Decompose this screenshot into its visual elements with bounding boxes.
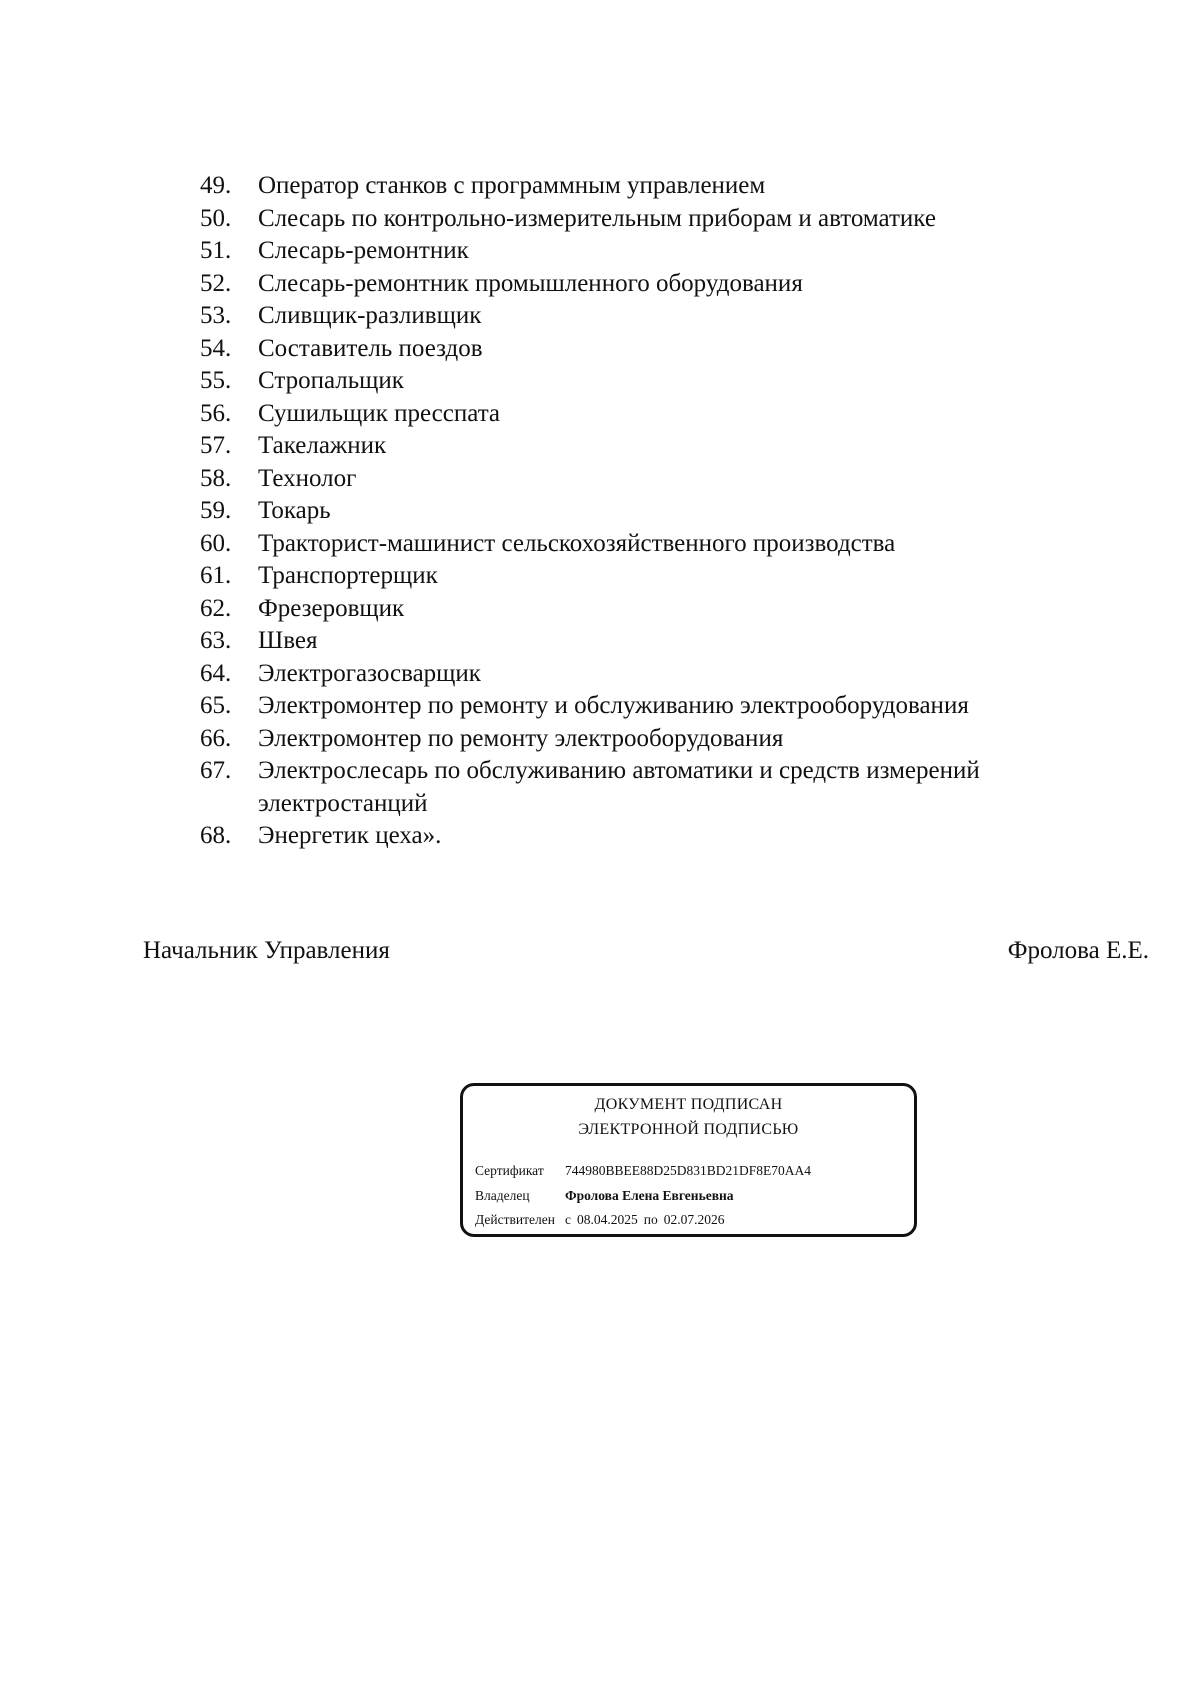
- list-item-text: Слесарь по контрольно-измерительным приборам и автоматике: [258, 204, 936, 232]
- list-item: [200, 593, 1100, 626]
- stamp-title-line1: ДОКУМЕНТ ПОДПИСАН: [594, 1096, 783, 1113]
- list-item-number: 62.: [200, 594, 232, 622]
- list-item-text: Слесарь-ремонтник промышленного оборудования: [258, 269, 803, 297]
- list-item: [200, 495, 1100, 528]
- list-item: [200, 755, 1100, 820]
- list-item: [200, 333, 1100, 366]
- list-item-text: Фрезеровщик: [258, 594, 405, 622]
- list-item-text: Сушильщик пресспата: [258, 399, 501, 427]
- list-item-number: 65.: [200, 692, 232, 719]
- stamp-owner-row: [475, 1188, 734, 1204]
- list-item-number: 55.: [200, 367, 232, 394]
- signatory-name: Фролова Е.Е.: [1007, 937, 1149, 964]
- list-item-number: 61.: [200, 562, 232, 589]
- list-item-text: Электромонтер по ремонту и обслуживанию электрооборудования: [258, 692, 969, 719]
- list-item: [200, 170, 1100, 203]
- list-item-text: Такелажник: [258, 432, 387, 459]
- list-item-text: Электромонтер по ремонту электрооборудования: [258, 724, 784, 752]
- validity-label: Действителен: [475, 1212, 555, 1227]
- list-item-text: Оператор станков с программным управлением: [258, 172, 766, 199]
- list-item-number: 63.: [200, 627, 232, 654]
- stamp-certificate-row: [475, 1163, 811, 1179]
- owner-value: Фролова Елена Евгеньевна: [565, 1188, 734, 1203]
- list-item-number: 50.: [200, 204, 232, 232]
- list-item: [200, 723, 1100, 756]
- list-item-number: 68.: [200, 822, 232, 849]
- list-item-number: 53.: [200, 302, 232, 329]
- certificate-label: Сертификат: [475, 1163, 544, 1178]
- list-item-number: 60.: [200, 529, 232, 557]
- valid-to-prefix: по: [643, 1212, 658, 1227]
- list-item: [200, 658, 1100, 691]
- list-item-number: 49.: [200, 172, 232, 199]
- list-item-number: 58.: [200, 464, 232, 492]
- list-item-text: Электрогазосварщик: [258, 659, 481, 687]
- list-item-text: Слесарь-ремонтник: [258, 237, 469, 264]
- list-item-number: 67.: [200, 757, 232, 784]
- profession-list: [200, 170, 1100, 853]
- list-item: [200, 690, 1100, 723]
- list-item-number: 57.: [200, 432, 232, 459]
- list-item-number: 64.: [200, 659, 232, 687]
- electronic-signature-stamp: [460, 1083, 917, 1237]
- list-item-number: 66.: [200, 724, 232, 752]
- list-item: [200, 268, 1100, 301]
- list-item-text: Составитель поездов: [258, 334, 483, 362]
- signatory-position: Начальник Управления: [143, 937, 390, 964]
- list-item: [200, 560, 1100, 593]
- list-item-text: Технолог: [258, 464, 357, 492]
- list-item-number: 59.: [200, 497, 232, 524]
- list-item: [200, 300, 1100, 333]
- stamp-title-line2: ЭЛЕКТРОННОЙ ПОДПИСЬЮ: [578, 1121, 799, 1138]
- list-item-text: Токарь: [258, 497, 331, 524]
- list-item: [200, 203, 1100, 236]
- valid-from-date: 08.04.2025: [577, 1212, 638, 1227]
- valid-from-prefix: с: [565, 1212, 571, 1227]
- list-item-text: Транспортерщик: [258, 562, 438, 589]
- owner-label: Владелец: [475, 1188, 530, 1203]
- list-item-number: 52.: [200, 269, 232, 297]
- valid-to-date: 02.07.2026: [663, 1212, 725, 1227]
- list-item-text: Швея: [258, 627, 318, 654]
- list-item-text: Электрослесарь по обслуживанию автоматики и средств измерений электростанций: [258, 757, 980, 817]
- list-item: [200, 430, 1100, 463]
- stamp-validity-row: [475, 1212, 724, 1228]
- certificate-value: 744980BBEE88D25D831BD21DF8E70AA4: [565, 1163, 812, 1178]
- list-item: [200, 398, 1100, 431]
- list-item-number: 54.: [200, 334, 232, 362]
- list-item-text: Энергетик цеха».: [258, 822, 442, 849]
- list-item-text: Тракторист-машинист сельскохозяйственного производства: [258, 529, 896, 557]
- list-item-number: 56.: [200, 399, 232, 427]
- list-item-number: 51.: [200, 237, 232, 264]
- list-item-text: Стропальщик: [258, 367, 404, 394]
- signature-block: [143, 935, 1149, 967]
- list-item: [200, 625, 1100, 658]
- list-item-text: Сливщик-разливщик: [258, 302, 482, 329]
- list-item: [200, 463, 1100, 496]
- list-item: [200, 235, 1100, 268]
- list-item: [200, 820, 1100, 853]
- list-item: [200, 528, 1100, 561]
- list-item: [200, 365, 1100, 398]
